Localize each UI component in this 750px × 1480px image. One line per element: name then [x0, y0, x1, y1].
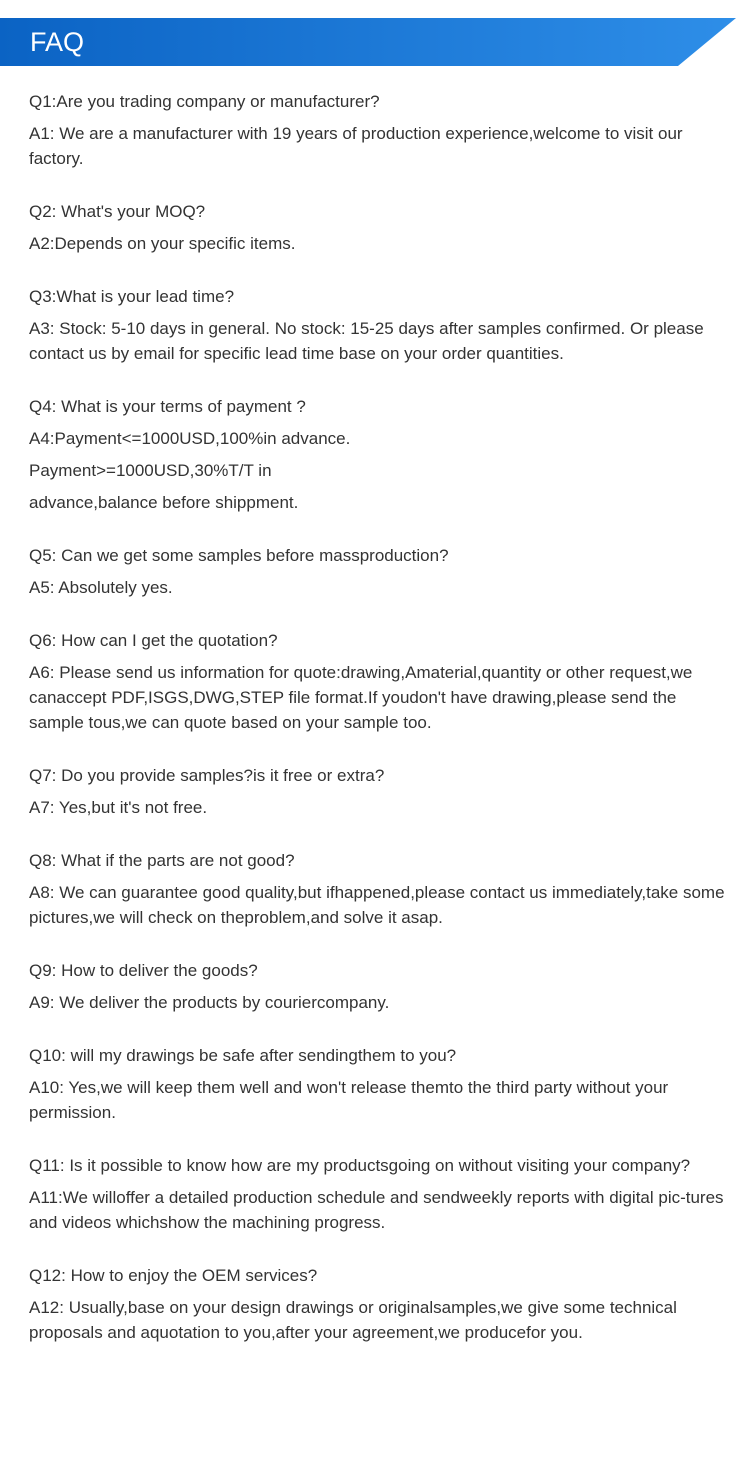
- faq-question-1: Q1:Are you trading company or manufacturer?: [29, 92, 380, 111]
- faq-question-6: Q6: How can I get the quotation?: [29, 631, 278, 650]
- faq-item-9: [29, 958, 734, 1015]
- faq-answer-4: [29, 426, 734, 515]
- faq-answer-6: A6: Please send us information for quote:drawing,Amaterial,quantity or other request,we canaccept PDF,ISGS,DWG,STEP file format.If youdon't have drawing,please send the sample tous,we can quote based on your sample too.: [29, 663, 693, 732]
- faq-question-10: Q10: will my drawings be safe after sendingthem to you?: [29, 1046, 457, 1065]
- faq-answer-2: A2:Depends on your specific items.: [29, 234, 296, 253]
- faq-answer-11: A11:We willoffer a detailed production schedule and sendweekly reports with digital pic-tures and videos whichshow the machining progress.: [29, 1188, 724, 1232]
- faq-item-4: [29, 394, 734, 515]
- faq-question-7: Q7: Do you provide samples?is it free or extra?: [29, 766, 385, 785]
- faq-question-9: Q9: How to deliver the goods?: [29, 961, 258, 980]
- faq-header-banner: [0, 18, 750, 66]
- faq-item-11: [29, 1153, 734, 1235]
- faq-item-10: [29, 1043, 734, 1125]
- faq-question-3: Q3:What is your lead time?: [29, 287, 235, 306]
- faq-answer-8: A8: We can guarantee good quality,but ifhappened,please contact us immediately,take some pictures,we will check on theproblem,and solve it asap.: [29, 883, 725, 927]
- faq-item-7: [29, 763, 734, 820]
- faq-answer-12: A12: Usually,base on your design drawings or originalsamples,we give some technical proposals and aquotation to you,after your agreement,we producefor you.: [29, 1298, 677, 1342]
- faq-item-5: [29, 543, 734, 600]
- faq-answer-5: A5: Absolutely yes.: [29, 578, 173, 597]
- faq-answer-1: A1: We are a manufacturer with 19 years of production experience,welcome to visit our factory.: [29, 124, 683, 168]
- faq-question-12: Q12: How to enjoy the OEM services?: [29, 1266, 318, 1285]
- faq-item-8: [29, 848, 734, 930]
- faq-answer-4-line-3: advance,balance before shippment.: [29, 493, 299, 512]
- faq-answer-7: A7: Yes,but it's not free.: [29, 798, 208, 817]
- faq-question-2: Q2: What's your MOQ?: [29, 202, 206, 221]
- faq-answer-10: A10: Yes,we will keep them well and won't release themto the third party without your permission.: [29, 1078, 669, 1122]
- faq-item-1: [29, 89, 734, 171]
- faq-item-3: [29, 284, 734, 366]
- faq-item-12: [29, 1263, 734, 1345]
- faq-item-6: [29, 628, 734, 735]
- faq-answer-4-line-1: A4:Payment<=1000USD,100%in advance.: [29, 429, 351, 448]
- header-banner-shape: [0, 18, 750, 66]
- faq-question-8: Q8: What if the parts are not good?: [29, 851, 295, 870]
- faq-item-2: [29, 199, 734, 256]
- page-title: FAQ: [30, 27, 85, 57]
- faq-question-11: Q11: Is it possible to know how are my productsgoing on without visiting your company?: [29, 1156, 691, 1175]
- faq-question-5: Q5: Can we get some samples before massproduction?: [29, 546, 449, 565]
- faq-list: [29, 89, 734, 1373]
- faq-answer-9: A9: We deliver the products by couriercompany.: [29, 993, 390, 1012]
- faq-answer-4-line-2: Payment>=1000USD,30%T/T in: [29, 461, 272, 480]
- faq-answer-3: A3: Stock: 5-10 days in general. No stock: 15-25 days after samples confirmed. Or please contact us by email for specific lead time base on your order quantities.: [29, 319, 704, 363]
- faq-question-4: Q4: What is your terms of payment ?: [29, 397, 306, 416]
